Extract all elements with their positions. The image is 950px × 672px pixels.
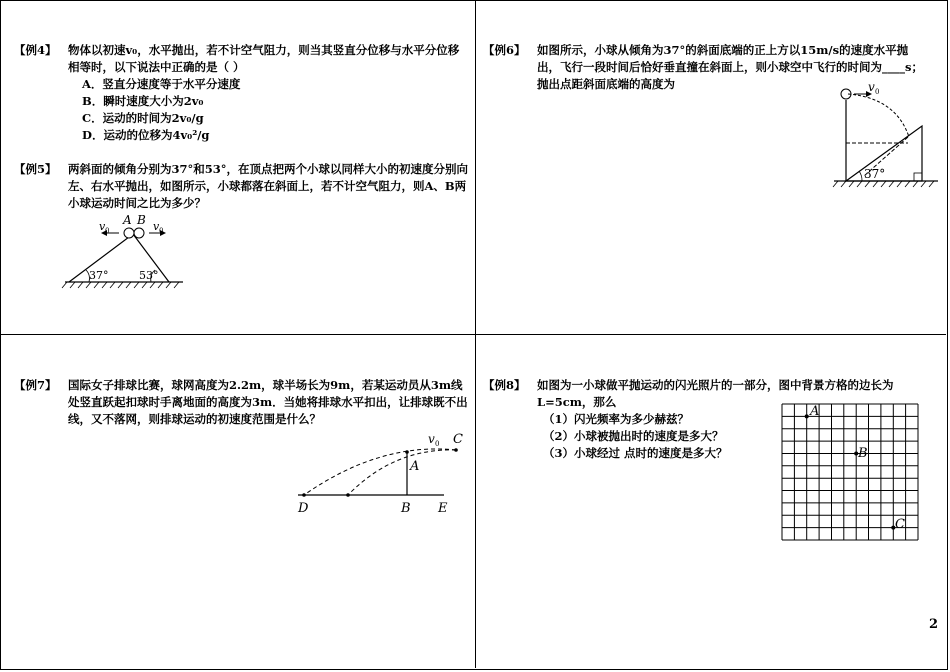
label-angle-37: 37°: [89, 269, 109, 282]
label-b: B: [858, 446, 868, 461]
example-4-stem: 物体以初速v₀，水平抛出，若不计空气阻力，则当其竖直分位移与水平分位移相等时，以下说法中正确的是（ ）: [68, 43, 460, 74]
example-4-tag: 【例4】: [14, 43, 57, 57]
example-8-sub-1: （1）闪光频率为多少赫兹？: [543, 412, 690, 426]
example-5: [14, 161, 469, 212]
label-v0: v: [428, 432, 435, 446]
example-4-option-b: B．瞬时速度大小为2v₀: [82, 94, 204, 108]
ball-a: [124, 228, 134, 238]
page-number: 2: [928, 617, 938, 632]
svg-text:0: 0: [159, 227, 164, 235]
trajectory-outer: [304, 449, 456, 495]
label-a: A: [810, 404, 820, 419]
label-b: B: [137, 213, 146, 227]
example-8-grid-figure: [778, 400, 924, 546]
example-6-tag: 【例6】: [483, 43, 526, 57]
trajectory-inner: [348, 450, 456, 495]
example-8-sub-3: （3）小球经过 点时的速度是多大？: [543, 446, 728, 460]
label-a: A: [410, 459, 420, 474]
example-6-stem: 如图所示，小球从倾角为37°的斜面底端的正上方以15m/s的速度水平抛出，飞行一段时间后恰好垂直撞在斜面上，则小球空中飞行的时间为____s；抛出点距斜面底端的高度为: [537, 43, 923, 91]
label-c: C: [895, 517, 905, 532]
label-v0-left: v: [99, 220, 106, 233]
example-8-sub-2: （2）小球被抛出时的速度是多大？: [543, 429, 724, 443]
example-6-figure: [826, 80, 944, 190]
label-angle-53: 53°: [139, 269, 159, 282]
example-7-tag: 【例7】: [14, 378, 57, 392]
example-5-stem: 两斜面的倾角分别为37°和53°，在顶点把两个小球以同样大小的初速度分别向左、右水平抛出，如图所示，小球都落在斜面上，若不计空气阻力，则A、B两小球运动时间之比为多少？: [68, 162, 469, 210]
trajectory: [848, 94, 909, 137]
example-5-tag: 【例5】: [14, 162, 57, 176]
example-8-tag: 【例8】: [483, 378, 526, 392]
label-v0: v: [868, 80, 875, 94]
point-a: [805, 414, 809, 418]
example-7: [14, 377, 469, 428]
example-8-stem: 如图为一小球做平抛运动的闪光照片的一部分，图中背景方格的边长为L=5cm，那么: [537, 378, 894, 409]
example-5-figure: [55, 212, 195, 292]
label-d: D: [298, 501, 309, 516]
example-4-option-d: D．运动的位移为4v₀²/g: [82, 128, 210, 142]
label-v0-right: v: [153, 220, 160, 233]
example-4-option-c: C．运动的时间为2v₀/g: [82, 111, 204, 125]
example-4-option-a: A．竖直分速度等于水平分速度: [82, 77, 241, 91]
label-c: C: [453, 432, 463, 447]
example-7-figure: [292, 428, 470, 520]
divider-horizontal: [0, 334, 946, 335]
svg-text:0: 0: [105, 227, 110, 235]
ball-b: [134, 228, 144, 238]
svg-text:0: 0: [435, 440, 440, 448]
example-4: [14, 42, 469, 144]
svg-text:0: 0: [875, 88, 880, 96]
label-a: A: [123, 213, 132, 227]
label-e: E: [438, 501, 448, 516]
label-angle-37: 37°: [864, 167, 886, 181]
example-7-stem: 国际女子排球比赛，球网高度为2.2m，球半场长为9m，若某运动员从3m线处竖直跃起扣球时手离地面的高度为3m．当她将排球水平扣出，让排球既不出线，又不落网，则排球运动的初速度范围是什么？: [68, 378, 468, 426]
label-b: B: [401, 501, 411, 516]
